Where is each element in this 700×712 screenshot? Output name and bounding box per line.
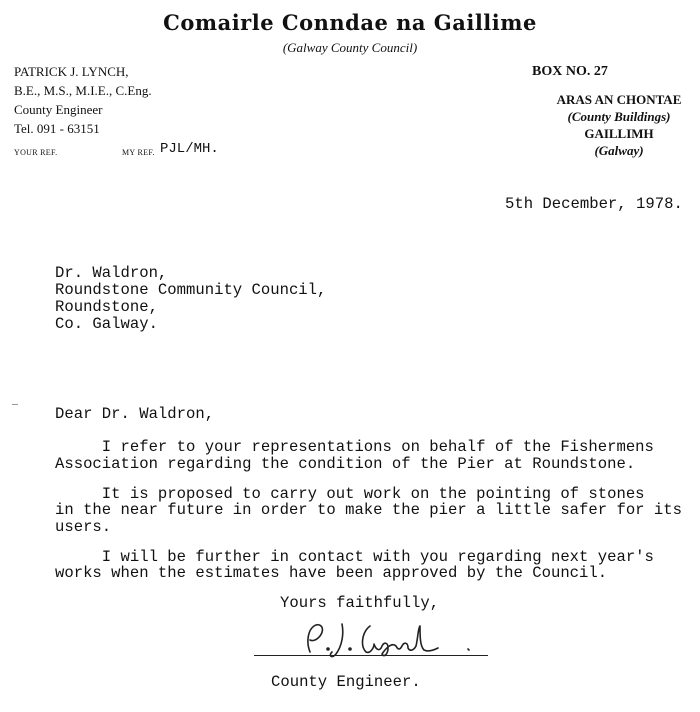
signature-line [254, 655, 488, 656]
closing: Yours faithfully, [280, 594, 440, 612]
recipient-line-4: Co. Galway. [55, 315, 158, 333]
paragraph-2-line-1: It is proposed to carry out work on the pointing of stones [55, 485, 645, 503]
paragraph-3-line-2: works when the estimates have been approved by the Council. [55, 564, 608, 582]
paragraph-2-line-3: users. [55, 518, 112, 536]
letterhead-title: Comairle Conndae na Gaillime [163, 10, 537, 35]
your-ref-label: YOUR REF. [14, 148, 58, 157]
sender-name: PATRICK J. LYNCH, [14, 64, 129, 79]
box-number: BOX NO. 27 [532, 64, 608, 79]
recipient-line-2: Roundstone Community Council, [55, 281, 327, 299]
my-ref-label: MY REF. [122, 148, 155, 157]
address-line-4: (Galway) [594, 143, 644, 158]
sender-qualifications: B.E., M.S., M.I.E., C.Eng. [14, 83, 152, 98]
sender-role: County Engineer [14, 102, 103, 117]
paragraph-2-line-2: in the near future in order to make the pier a little safer for its [55, 501, 682, 519]
recipient-line-1: Dr. Waldron, [55, 264, 168, 282]
recipient-line-3: Roundstone, [55, 298, 158, 316]
letter-date: 5th December, 1978. [505, 195, 683, 213]
paragraph-1-line-2: Association regarding the condition of the Pier at Roundstone. [55, 455, 636, 473]
signoff-title: County Engineer. [271, 673, 421, 691]
letterhead-subtitle: (Galway County Council) [282, 40, 418, 55]
address-line-2: (County Buildings) [567, 109, 671, 124]
my-ref-value: PJL/MH. [160, 141, 219, 157]
address-line-3: GAILLIMH [584, 126, 654, 141]
paragraph-1-line-1: I refer to your representations on behalf of the Fishermens [55, 438, 654, 456]
scan-speck [12, 404, 18, 405]
address-line-1: ARAS AN CHONTAE [556, 92, 682, 107]
salutation: Dear Dr. Waldron, [55, 405, 215, 423]
sender-phone: Tel. 091 - 63151 [14, 121, 100, 136]
paragraph-3-line-1: I will be further in contact with you regarding next year's [55, 548, 654, 566]
